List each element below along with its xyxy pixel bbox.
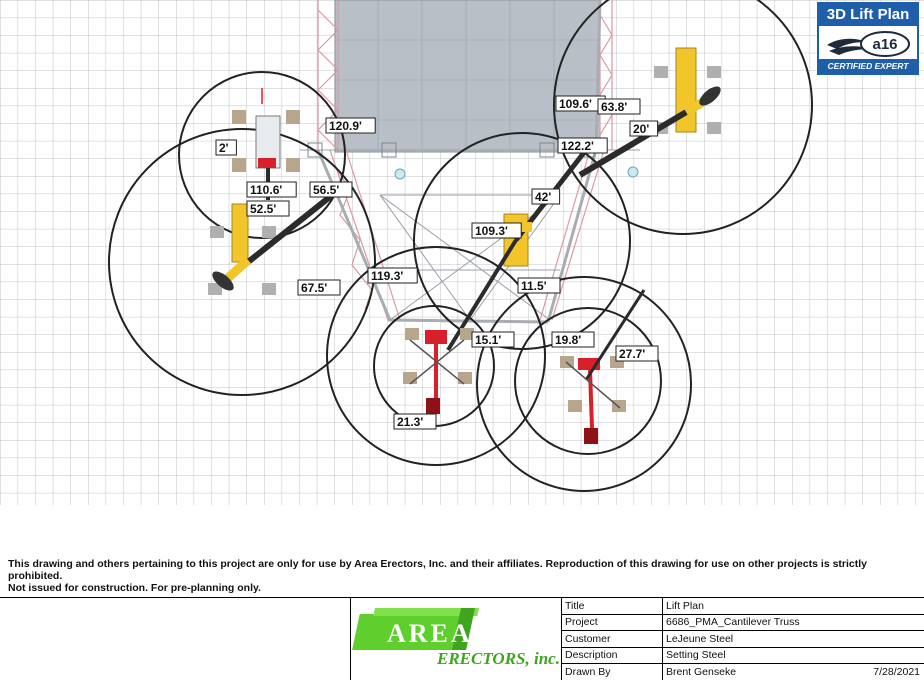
badge-mark: a16 — [872, 36, 898, 53]
dimension-label — [247, 201, 289, 216]
dimension-label-text: 2' — [219, 141, 229, 155]
dimension-label — [532, 189, 560, 204]
title-block-row — [562, 631, 924, 648]
dimension-label — [558, 138, 607, 153]
dimension-label-text: 52.5' — [250, 202, 277, 216]
title-block-label: Description — [565, 649, 618, 662]
title-block-row — [562, 614, 924, 631]
dimension-label — [518, 278, 560, 293]
dimension-label — [326, 118, 375, 133]
badge-subtitle: CERTIFIED EXPERT — [819, 59, 917, 73]
dimension-label-text: 42' — [535, 190, 552, 204]
title-block-row — [562, 664, 924, 680]
dimension-label — [552, 332, 594, 347]
company-logo — [350, 597, 562, 680]
dimension-label — [394, 414, 436, 429]
dimension-label — [298, 280, 340, 295]
title-block-value: Lift Plan — [666, 600, 704, 612]
disclaimer-usage: This drawing and others pertaining to this project are only for use by Area Erectors, Inc. and their affiliates. Reproduction of this drawing for use on other projects is strictly prohibited. — [8, 558, 868, 582]
title-block-row — [562, 598, 924, 615]
area-erectors-logo-icon — [351, 598, 562, 680]
title-block-label: Project — [565, 616, 598, 629]
dimension-label — [247, 182, 296, 197]
dimension-label — [598, 99, 640, 114]
dimension-label — [368, 268, 417, 283]
badge-title: 3D Lift Plan — [819, 4, 917, 26]
title-block-date: 7/28/2021 — [873, 665, 920, 678]
a16-logo-icon — [819, 27, 917, 61]
dimension-label-text: 120.9' — [329, 119, 362, 133]
title-block-label: Title — [565, 600, 585, 612]
title-block-row — [562, 647, 924, 664]
dimension-label-text: 119.3' — [371, 269, 404, 283]
dimension-label-text: 20' — [633, 122, 650, 136]
title-block-value: Brent Genseke — [666, 665, 737, 678]
dimension-label — [472, 332, 514, 347]
disclaimer-construction: Not issued for construction. For pre-planning only. — [8, 582, 261, 594]
title-block-value: 6686_PMA_Cantilever Truss — [666, 616, 800, 629]
dimension-label-text: 27.7' — [619, 347, 646, 361]
dimension-label-text: 109.3' — [475, 224, 508, 238]
dimension-label-text: 109.6' — [559, 97, 592, 111]
title-block-blank — [0, 597, 351, 680]
title-block-value: Setting Steel — [666, 649, 726, 662]
dimension-label-text: 110.6' — [250, 183, 283, 197]
dimension-label-text: 15.1' — [475, 333, 502, 347]
title-block-label: Customer — [565, 632, 611, 645]
dimension-label-text: 122.2' — [561, 139, 594, 153]
title-block-value: LeJeune Steel — [666, 632, 734, 645]
logo-word: AREA — [387, 619, 473, 648]
dimension-label — [310, 182, 352, 197]
dimension-label — [216, 140, 236, 155]
dimension-label-text: 63.8' — [601, 100, 628, 114]
dimension-label-text: 67.5' — [301, 281, 328, 295]
dimension-label-text: 56.5' — [313, 183, 340, 197]
title-block-table — [561, 597, 924, 680]
title-block-label: Drawn By — [565, 665, 611, 678]
dimension-label — [472, 223, 521, 238]
disclaimer — [8, 558, 908, 594]
3d-lift-plan-badge — [817, 2, 919, 75]
dimension-label-text: 19.8' — [555, 333, 582, 347]
dimension-label — [616, 346, 658, 361]
title-block — [0, 597, 924, 680]
logo-company: ERECTORS, inc. — [437, 649, 560, 668]
dimension-label-text: 21.3' — [397, 415, 424, 429]
dimension-label-text: 11.5' — [521, 279, 547, 293]
dimension-label — [630, 121, 658, 136]
